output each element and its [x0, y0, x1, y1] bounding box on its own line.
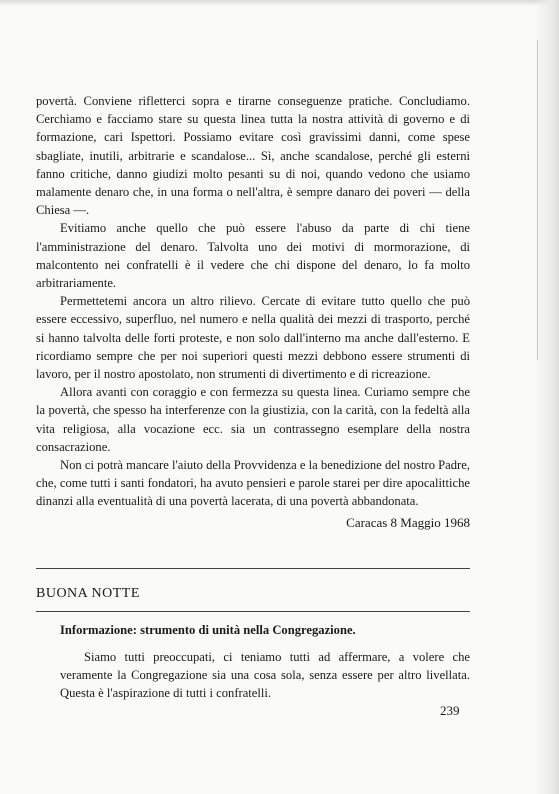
body-paragraph-2: Evitiamo anche quello che può essere l'abuso da parte di chi tiene l'amministrazione del denaro. Talvolta uno dei motivi di mormorazione, di malcontento nei confratelli è il vedere che chi dispone del denaro, lo fa molto arbitrariamente. [36, 221, 470, 291]
section-rule-top [36, 568, 470, 569]
page-number: 239 [440, 703, 460, 718]
body-paragraph-5: Non ci potrà mancare l'aiuto della Provvidenza e la benedizione del nostro Padre, che, come tutti i santi fondatori, ha avuto pensieri e parole starei per dire apocalittiche dinanzi alla eventualità di una povertà lacerata, di una povertà abbandonata. [36, 458, 470, 509]
section-text [60, 648, 470, 703]
section-title: BUONA NOTTE [36, 586, 140, 601]
body-text [36, 92, 470, 511]
scan-edge-top [0, 0, 559, 6]
section-paragraph: Siamo tutti preoccupati, ci teniamo tutti ad affermare, a volere che veramente la Congregazione sia una cosa sola, senza essere per altro livellata. Questa è l'aspirazione di tutti i confratelli. [60, 650, 470, 701]
body-paragraph-1: povertà. Conviene rifletterci sopra e tirarne conseguenze pratiche. Concludiamo. Cerchiamo e facciamo stare su questa linea tutta la nostra attività di governo e di formazione, cari Ispettori. Possiamo evitare così gravissimi danni, come spese sbagliate, inutili, arbitrarie e scandalose... Sì, anche scandalose, perché gli esterni fanno critiche, danno giudizi molto pesanti su di noi, quando vedono che usiamo malamente denaro che, in una forma o nell'altra, è sempre danaro dei poveri — della Chiesa —. [36, 94, 470, 218]
body-paragraph-4: Allora avanti con coraggio e con fermezza su questa linea. Curiamo sempre che la povertà, che spesso ha interferenze con la giustizia, con la carità, con la fedeltà alla vita religiosa, alla vocazione ecc. sia un contrassegno esemplare della nostra consacrazione. [36, 385, 470, 454]
body-paragraph-3: Permettetemi ancora un altro rilievo. Cercate di evitare tutto quello che può essere eccessivo, superfluo, nel numero e nella qualità dei mezzi di trasporto, perché si hanno talvolta delle forti proteste, e non solo dall'interno ma anche dall'esterno. E ricordiamo sempre che per noi superiori questi mezzi debbono essere strumenti di lavoro, per il nostro apostolato, non strumenti di divertimento e di ricreazione. [36, 294, 470, 382]
scan-fold-line [537, 40, 538, 360]
signature-place-date: Caracas 8 Maggio 1968 [346, 515, 470, 530]
section-subheading: Informazione: strumento di unità nella Congregazione. [60, 623, 356, 637]
section-rule-bottom [36, 611, 470, 612]
